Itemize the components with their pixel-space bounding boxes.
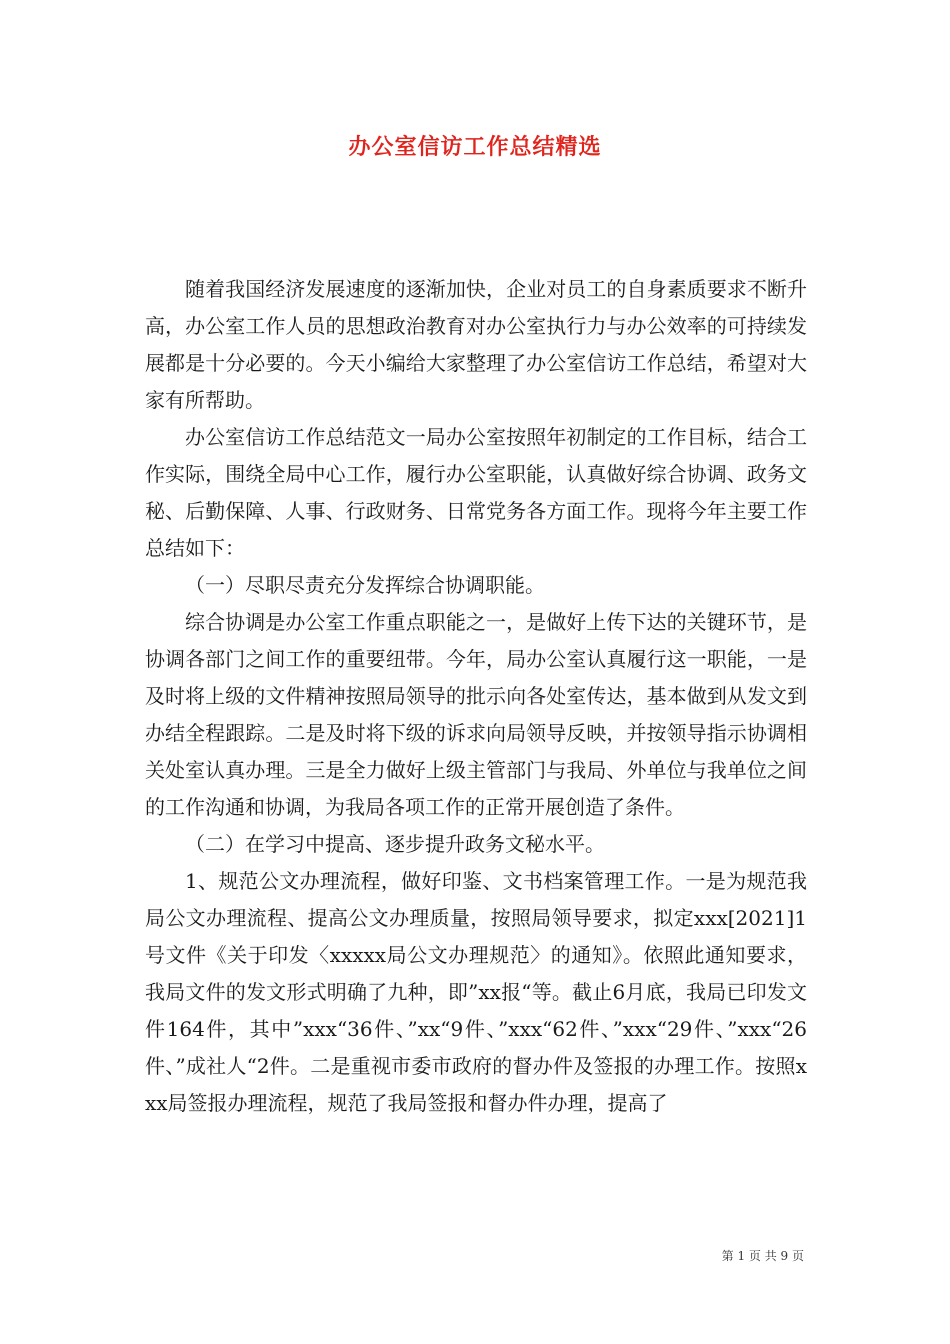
paragraph-intro: 随着我国经济发展速度的逐渐加快，企业对员工的自身素质要求不断升高，办公室工作人员的思想政治教育对办公室执行力与办公效率的可持续发展都是十分必要的。今天小编给大家整理了办公室信访工作总结，希望对大家有所帮助。 bbox=[145, 277, 807, 412]
document-body bbox=[145, 271, 807, 1122]
section-heading-2: （二）在学习中提高、逐步提升政务文秘水平。 bbox=[185, 832, 605, 856]
document-title: 办公室信访工作总结精选 bbox=[348, 134, 602, 160]
paragraph-document-process: 1、规范公文办理流程，做好印鉴、文书档案管理工作。一是为规范我局公文办理流程、提高公文办理质量，按照局领导要求，拟定xxx[2021]1号文件《关于印发〈xxxxx局公文办理规范〉的通知》。依照此通知要求，我局文件的发文形式明确了九种，即”xx报“等。截止6月底，我局已印发文件164件，其中”xxx“36件、”xx“9件、”xxx“62件、”xxx“29件、”xxx“26件、”成社人“2件。二是重视市委市政府的督办件及签报的办理工作。按照xxx局签报办理流程，规范了我局签报和督办件办理，提高了 bbox=[145, 869, 807, 1115]
page-number: 第 1 页 共 9 页 bbox=[721, 1249, 804, 1263]
paragraph-coordination: 综合协调是办公室工作重点职能之一，是做好上传下达的关键环节，是协调各部门之间工作的重要纽带。今年，局办公室认真履行这一职能，一是及时将上级的文件精神按照局领导的批示向各处室传达，基本做到从发文到办结全程跟踪。二是及时将下级的诉求向局领导反映，并按领导指示协调相关处室认真办理。三是全力做好上级主管部门与我局、外单位与我单位之间的工作沟通和协调，为我局各项工作的正常开展创造了条件。 bbox=[145, 610, 807, 819]
paragraph-summary: 办公室信访工作总结范文一局办公室按照年初制定的工作目标，结合工作实际，围绕全局中心工作，履行办公室职能，认真做好综合协调、政务文秘、后勤保障、人事、行政财务、日常党务各方面工作。现将今年主要工作总结如下： bbox=[145, 425, 807, 560]
section-heading-1: （一）尽职尽责充分发挥综合协调职能。 bbox=[185, 573, 545, 597]
